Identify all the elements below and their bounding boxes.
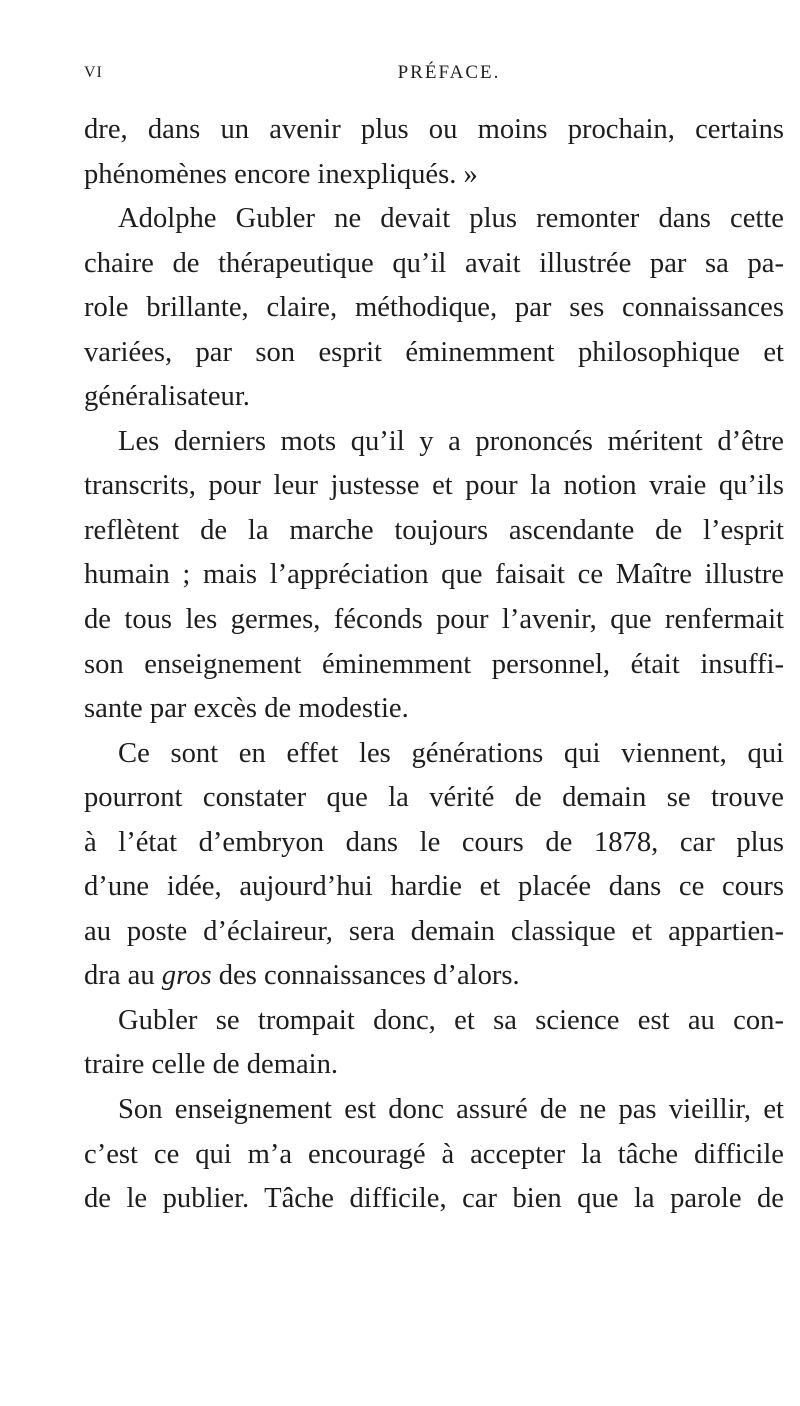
text-line: d’une idée, aujourd’hui hardie et placée dans ce cours bbox=[84, 871, 784, 903]
running-head bbox=[84, 62, 784, 92]
text-line: Gubler se trompait donc, et sa science est au con- bbox=[118, 1004, 784, 1036]
text-line: Ce sont en effet les générations qui viennent, qui bbox=[118, 737, 784, 769]
text-line: de le publier. Tâche difficile, car bien que la parole de bbox=[84, 1183, 784, 1215]
text-line: de tous les germes, féconds pour l’avenir, que renfermait bbox=[84, 604, 784, 636]
text-line: à l’état d’embryon dans le cours de 1878, car plus bbox=[84, 826, 784, 858]
page-number: VI bbox=[84, 64, 103, 81]
italic-word: gros bbox=[161, 960, 212, 992]
text-line: son enseignement éminemment personnel, était insuffi- bbox=[84, 648, 784, 680]
text-line: Les derniers mots qu’il y a prononcés méritent d’être bbox=[118, 425, 784, 457]
text-line: transcrits, pour leur justesse et pour la notion vraie qu’ils bbox=[84, 470, 784, 502]
text-line: humain ; mais l’appréciation que faisait ce Maître illustre bbox=[84, 559, 784, 591]
text-line: variées, par son esprit éminemment philosophique et bbox=[84, 336, 784, 368]
text-line: phénomènes encore inexpliqués. » bbox=[84, 158, 478, 190]
text-line: Adolphe Gubler ne devait plus remonter dans cette bbox=[118, 203, 784, 235]
text-fragment: dra au bbox=[84, 960, 162, 992]
text-line: Son enseignement est donc assuré de ne pas vieillir, et bbox=[118, 1094, 784, 1126]
text-line: c’est ce qui m’a encouragé à accepter la tâche difficile bbox=[84, 1138, 784, 1170]
text-line: reflètent de la marche toujours ascendante de l’esprit bbox=[84, 514, 784, 546]
text-line: traire celle de demain. bbox=[84, 1049, 339, 1081]
text-line bbox=[84, 954, 784, 999]
text-fragment: des connaissances d’alors. bbox=[211, 960, 520, 992]
body-text bbox=[84, 108, 784, 1222]
text-line: au poste d’éclaireur, sera demain classique et appartien- bbox=[84, 915, 784, 947]
text-line: généralisateur. bbox=[84, 381, 250, 413]
text-line: pourront constater que la vérité de demain se trouve bbox=[84, 782, 784, 814]
text-line: chaire de thérapeutique qu’il avait illustrée par sa pa- bbox=[84, 247, 784, 279]
text-line: sante par excès de modestie. bbox=[84, 693, 409, 725]
running-title: PRÉFACE. bbox=[397, 62, 501, 83]
text-line: dre, dans un avenir plus ou moins prochain, certains bbox=[84, 114, 784, 145]
text-line: role brillante, claire, méthodique, par ses connaissances bbox=[84, 292, 784, 324]
